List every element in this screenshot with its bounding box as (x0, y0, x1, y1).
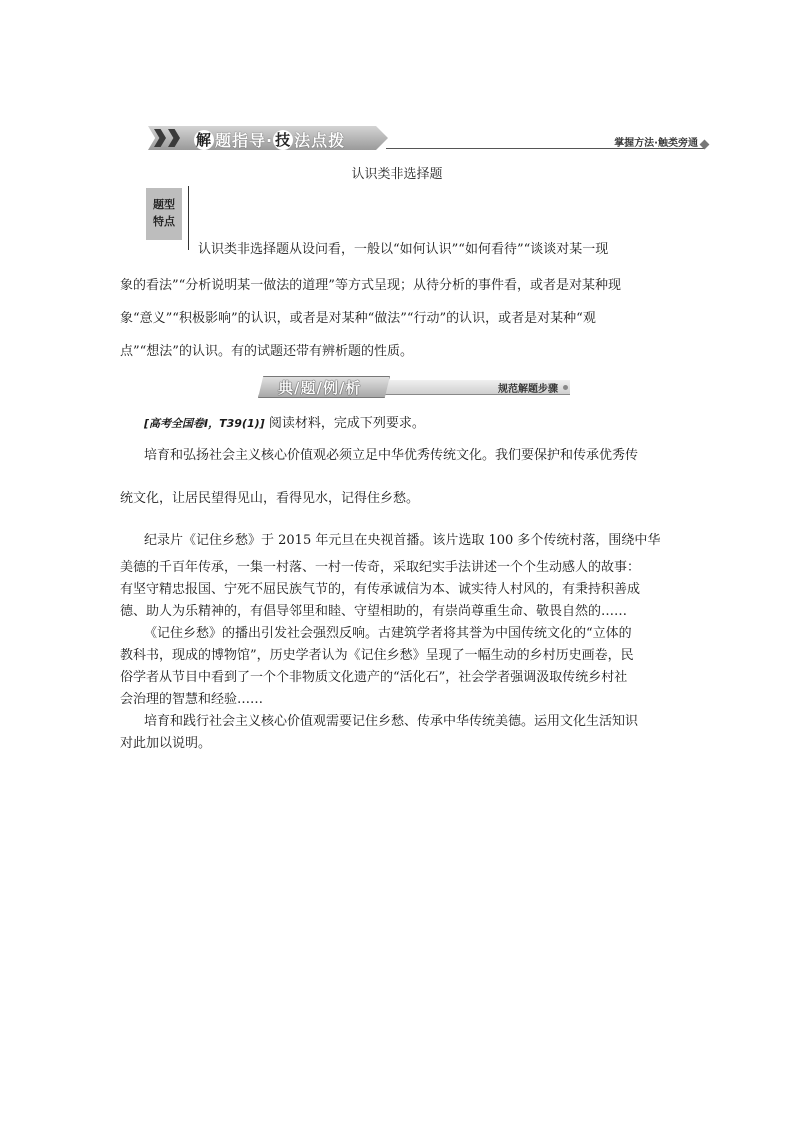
type-feature-divider (188, 186, 189, 250)
material-line: 教科书，现成的博物馆”，历史学者认为《记住乡愁》呈现了一幅生动的乡村历史画卷，民 (120, 648, 634, 663)
source-instruction: 阅读材料，完成下列要求。 (268, 416, 425, 431)
material-line: 《记住乡愁》的播出引发社会强烈反响。古建筑学者将其誉为中国传统文化的“立体的 (144, 626, 632, 641)
question-line: 对此加以说明。 (120, 736, 212, 751)
section-title-char-1: 解 (195, 130, 212, 149)
example-band-label: 典/题/例/析 (278, 379, 362, 397)
intro-line: 象的看法”“分析说明某一做法的道理”等方式呈现；从待分析的事件看，或者是对某种现 (120, 278, 621, 293)
source-citation: [高考全国卷Ⅰ，T39(1)] (144, 417, 265, 430)
material-line: 统文化，让居民望得见山，看得见水，记得住乡愁。 (120, 491, 420, 506)
intro-line: 象“意义”“积极影响”的认识，或者是对某种“做法”“行动”的认识，或者是对某种“观 (120, 311, 596, 326)
example-band (258, 376, 570, 398)
question-line: 培育和践行社会主义核心价值观需要记住乡愁、传承中华传统美德。运用文化生活知识 (144, 714, 639, 729)
section-header (148, 126, 708, 152)
page-subtitle: 认识类非选择题 (351, 167, 443, 182)
type-feature-box (146, 188, 182, 240)
intro-line: 点”“想法”的认识。有的试题还带有辨析题的性质。 (120, 344, 413, 359)
intro-line: 认识类非选择题从设问看，一般以“如何认识”“如何看待”“谈谈对某一现 (198, 242, 609, 257)
section-title-char-2: 技 (275, 130, 292, 149)
material-line: 纪录片《记住乡愁》于 2015 年元旦在央视首播。该片选取 100 多个传统村落，围绕中华 (144, 533, 661, 548)
material-line: 会治理的智慧和经验…… (120, 692, 264, 707)
section-title-text-1: 题指导· (215, 131, 274, 150)
dot-icon (563, 385, 568, 390)
source-line (144, 412, 425, 431)
material-line: 德、助人为乐精神的，有倡导邻里和睦、守望相助的，有崇尚尊重生命、敬畏自然的…… (120, 604, 628, 619)
material-line: 美德的千百年传承，一集一村落、一村一传奇，采取纪实手法讲述一个个生动感人的故事： (120, 560, 641, 575)
section-header-right-label: 掌握方法·触类旁通 (614, 138, 698, 149)
type-feature-line-2: 特点 (153, 215, 175, 228)
chevron-double-right-icon (154, 129, 182, 147)
section-title (194, 128, 345, 151)
material-line: 培育和弘扬社会主义核心价值观必须立足中华优秀传统文化。我们要保护和传承优秀传 (144, 448, 639, 463)
material-line: 俗学者从节目中看到了一个个非物质文化遗产的“活化石”，社会学者强调汲取传统乡村社 (120, 670, 628, 685)
section-title-text-2: 法点拨 (294, 131, 346, 150)
type-feature-line-1: 题型 (153, 198, 175, 211)
example-band-right-label: 规范解题步骤 (498, 384, 558, 395)
material-line: 有坚守精忠报国、宁死不屈民族气节的，有传承诚信为本、诚实待人村风的，有秉持积善成 (120, 582, 641, 597)
